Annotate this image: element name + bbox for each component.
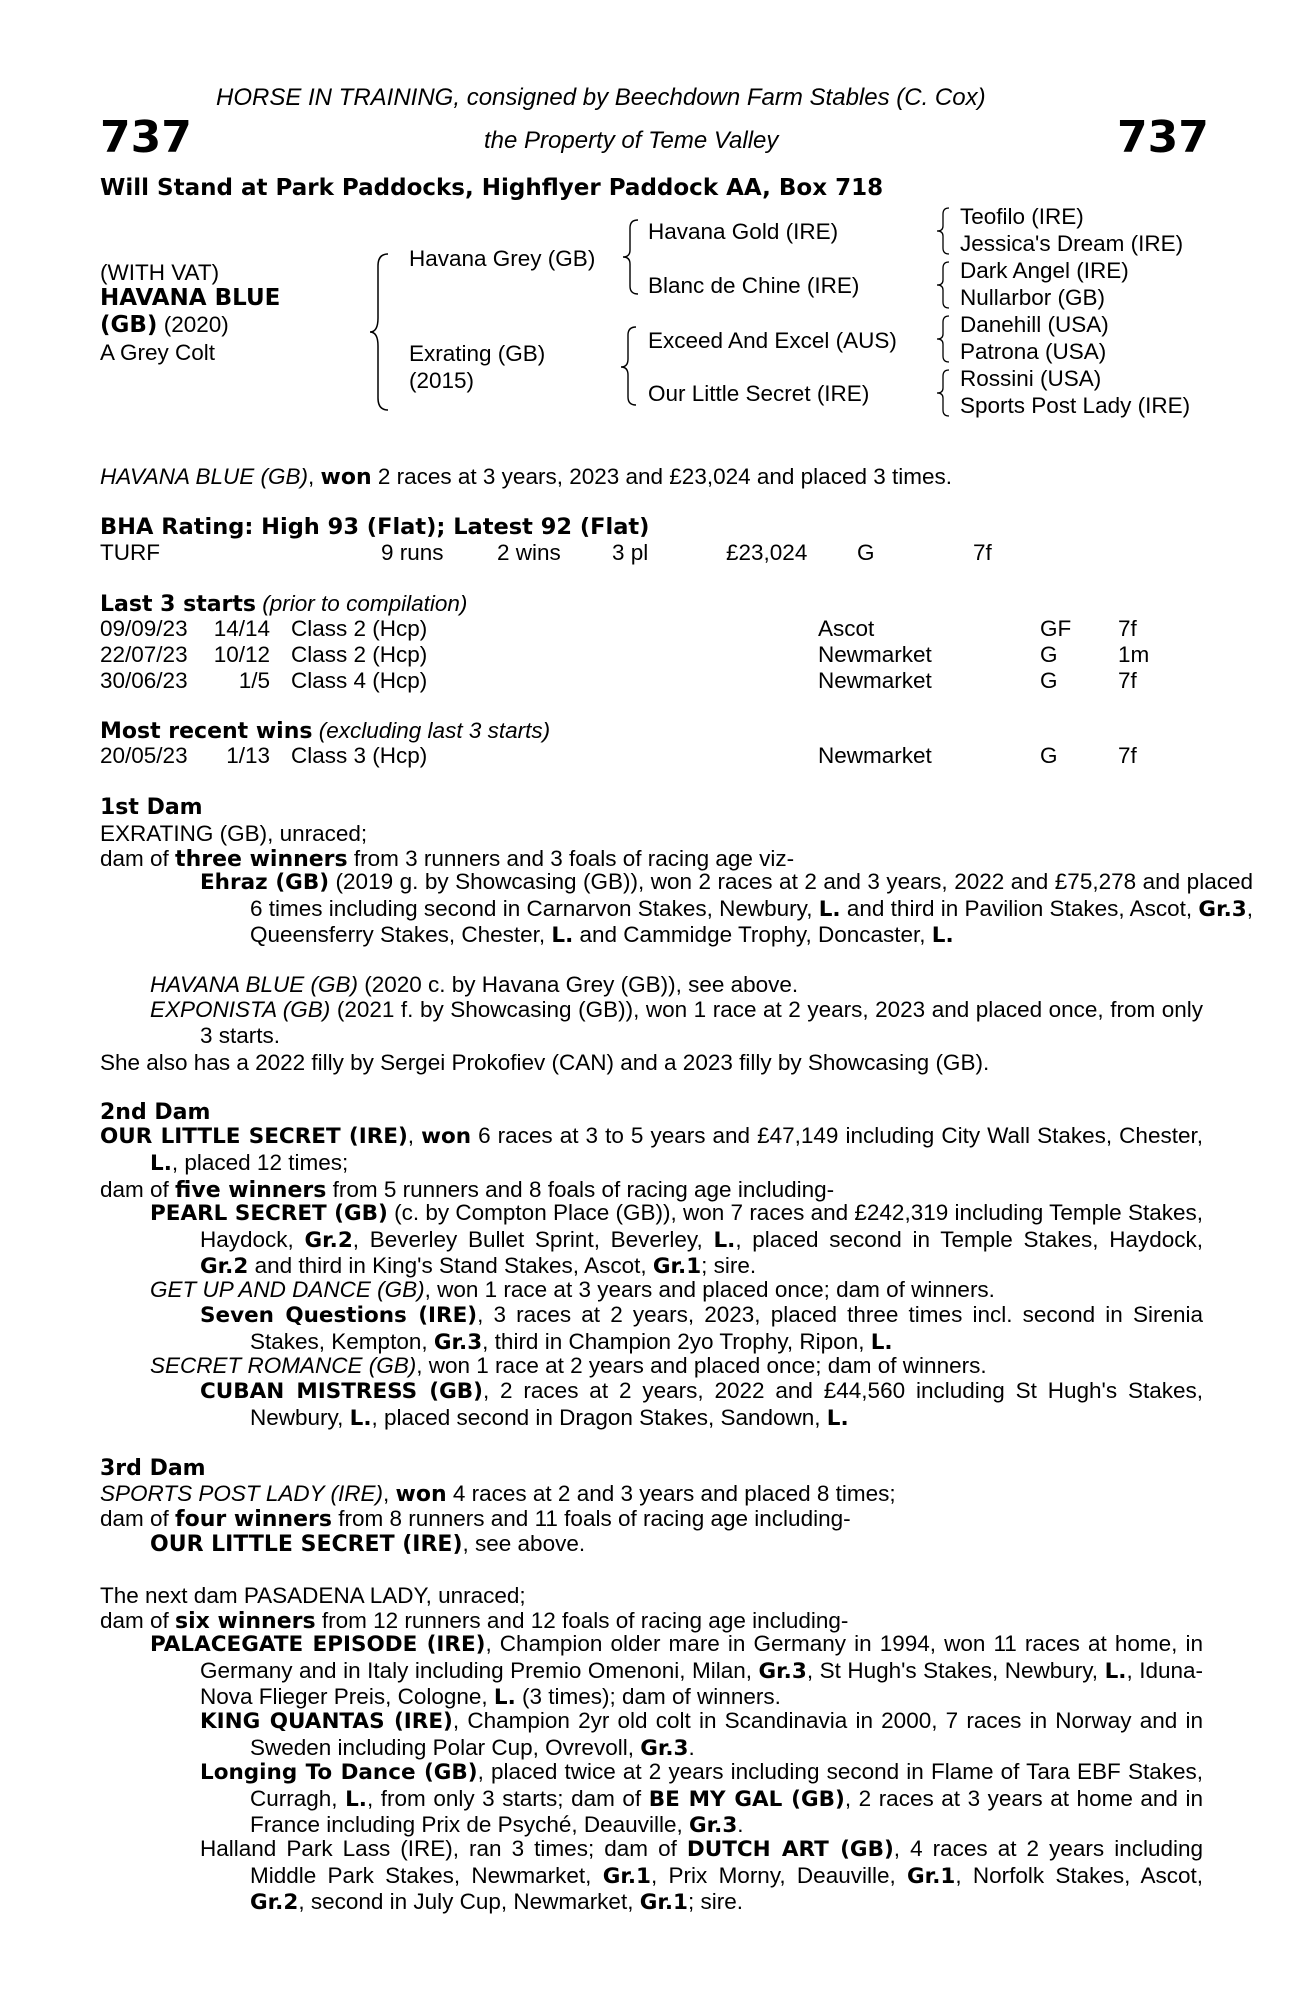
progeny-seven-questions: Seven Questions (IRE), 3 races at 2 years, 2023, placed three times incl. second in Sirenia Stakes, Kempton, Gr.3, third in Champion 2yo Trophy, Ripon, L. — [200, 1302, 1203, 1355]
pedigree-dam-sire: Exceed And Excel (AUS) — [648, 328, 897, 353]
dam1-line1: EXRATING (GB), unraced; — [100, 821, 368, 846]
pedigree-dam-year: (2015) — [409, 368, 475, 393]
race-course: Newmarket — [818, 642, 932, 667]
progeny-ehraz: Ehraz (GB) (2019 g. by Showcasing (GB)), won 2 races at 2 and 3 years, 2022 and £75,278 and placed 6 times including second in Carnarvon Stakes, Newbury, L. and third in Pavilion Stakes, Ascot, Gr.3, Queensferry Stakes, Chester, L. and Cammidge Trophy, Doncaster, L. — [200, 869, 1253, 949]
race-going: G — [1040, 668, 1058, 693]
dam1-line2: dam of three winners from 3 runners and 3 foals of racing age viz- — [100, 846, 795, 872]
race-dist: 1m — [1118, 642, 1150, 667]
race-pos: 14/14 — [213, 616, 270, 641]
dam1-footer: She also has a 2022 filly by Sergei Prokofiev (CAN) and a 2023 filly by Showcasing (GB). — [100, 1050, 990, 1075]
progeny-king-quantas: KING QUANTAS (IRE), Champion 2yr old colt in Scandinavia in 2000, 7 races in Norway and in Sweden including Polar Cup, Ovrevoll, Gr.3. — [200, 1708, 1203, 1761]
vat-note: (WITH VAT) — [100, 260, 220, 285]
pedigree-brace-ggp1 — [935, 206, 955, 256]
race-dist: 7f — [1118, 743, 1137, 768]
lot-number-right: 737 — [1117, 112, 1209, 163]
horse-name: HAVANA BLUE — [100, 285, 281, 311]
race-summary: HAVANA BLUE (GB), won 2 races at 3 years, 2023 and £23,024 and placed 3 times. — [100, 464, 952, 490]
stand-location: Will Stand at Park Paddocks, Highflyer Paddock AA, Box 718 — [100, 175, 884, 201]
pedigree-ggp: Danehill (USA) — [960, 312, 1109, 337]
pedigree-dam: Exrating (GB) — [409, 341, 546, 366]
lot-number-left: 737 — [100, 112, 192, 163]
pedigree-ggp: Dark Angel (IRE) — [960, 258, 1129, 283]
dam2-heading: 2nd Dam — [100, 1100, 211, 1125]
progeny-palacegate-episode: PALACEGATE EPISODE (IRE), Champion older mare in Germany in 1994, won 11 races at home, in Germany and in Italy including Premio Omenoni, Milan, Gr.3, St Hugh's Stakes, Newbury, L., Iduna-Nova Flieger Preis, Cologne, L. (3 times); dam of winners. — [150, 1631, 1203, 1711]
pedigree-ggp: Nullarbor (GB) — [960, 285, 1106, 310]
race-going: GF — [1040, 616, 1072, 641]
progeny-get-up-and-dance: GET UP AND DANCE (GB), won 1 race at 3 years and placed once; dam of winners. — [150, 1277, 995, 1302]
dam2-record: OUR LITTLE SECRET (IRE), won 6 races at 3 to 5 years and £47,149 including City Wall Stakes, Chester, L., placed 12 times; — [100, 1123, 1203, 1176]
dam2-produce: dam of five winners from 5 runners and 8 foals of racing age including- — [100, 1177, 835, 1203]
bha-rating: BHA Rating: High 93 (Flat); Latest 92 (Flat) — [100, 514, 650, 540]
progeny-halland-park-lass: Halland Park Lass (IRE), ran 3 times; dam of DUTCH ART (GB), 4 races at 2 years including Middle Park Stakes, Newmarket, Gr.1, Prix Morny, Deauville, Gr.1, Norfolk Stakes, Ascot, Gr.2, second in July Cup, Newmarket, Gr.1; sire. — [200, 1836, 1204, 1916]
pedigree-brace-ggp2 — [935, 260, 955, 310]
horse-country: (GB) — [100, 312, 158, 338]
rating-surface: TURF — [100, 540, 160, 565]
race-pos: 10/12 — [213, 642, 270, 667]
race-course: Newmarket — [818, 668, 932, 693]
race-pos: 1/13 — [226, 743, 270, 768]
progeny-pearl-secret: PEARL SECRET (GB) (c. by Compton Place (GB)), won 7 races and £242,319 including Temple Stakes, Haydock, Gr.2, Beverley Bullet Sprint, Beverley, L., placed second in Temple Stakes, Haydock, Gr.2 and third in King's Stand Stakes, Ascot, Gr.1; sire. — [150, 1200, 1203, 1280]
progeny-exponista: EXPONISTA (GB) (2021 f. by Showcasing (GB)), won 1 race at 2 years, 2023 and placed once, from only 3 starts. — [150, 997, 1203, 1048]
horse-year: (2020) — [163, 312, 229, 337]
race-class: Class 3 (Hcp) — [291, 743, 428, 768]
pedigree-ggp: Teofilo (IRE) — [960, 204, 1084, 229]
progeny-our-little-secret: OUR LITTLE SECRET (IRE), see above. — [150, 1531, 586, 1557]
race-class: Class 2 (Hcp) — [291, 616, 428, 641]
pedigree-ggp: Patrona (USA) — [960, 339, 1107, 364]
horse-description: A Grey Colt — [100, 340, 216, 365]
race-course: Ascot — [818, 616, 875, 641]
pedigree-dam-dam: Our Little Secret (IRE) — [648, 381, 870, 406]
pedigree-brace-ggp3 — [935, 314, 955, 364]
pedigree-brace-dam — [618, 325, 644, 409]
recent-wins-heading: Most recent wins (excluding last 3 starts) — [100, 718, 551, 744]
property-line: the Property of Teme Valley — [484, 127, 779, 154]
pedigree-brace-main — [366, 252, 396, 412]
race-going: G — [1040, 642, 1058, 667]
race-course: Newmarket — [818, 743, 932, 768]
pedigree-sire: Havana Grey (GB) — [409, 246, 596, 271]
dam3-heading: 3rd Dam — [100, 1456, 206, 1481]
pedigree-ggp: Rossini (USA) — [960, 366, 1102, 391]
progeny-cuban-mistress: CUBAN MISTRESS (GB), 2 races at 2 years, 2022 and £44,560 including St Hugh's Stakes, Newbury, L., placed second in Dragon Stakes, Sandown, L. — [200, 1378, 1203, 1431]
rating-earnings: £23,024 — [726, 540, 808, 565]
pedigree-sire-dam: Blanc de Chine (IRE) — [648, 273, 860, 298]
dam3-produce: dam of four winners from 8 runners and 11 foals of racing age including- — [100, 1506, 851, 1532]
progeny-secret-romance: SECRET ROMANCE (GB), won 1 race at 2 years and placed once; dam of winners. — [150, 1353, 987, 1378]
race-going: G — [1040, 743, 1058, 768]
race-date: 09/09/23 — [100, 616, 188, 641]
progeny-havana-blue: HAVANA BLUE (GB) (2020 c. by Havana Grey (GB)), see above. — [150, 972, 799, 997]
race-dist: 7f — [1118, 668, 1137, 693]
race-pos: 1/5 — [238, 668, 270, 693]
race-dist: 7f — [1118, 616, 1137, 641]
rating-placed: 3 pl — [612, 540, 649, 565]
rating-runs: 9 runs — [381, 540, 444, 565]
pedigree-ggp: Jessica's Dream (IRE) — [960, 231, 1184, 256]
pedigree-ggp: Sports Post Lady (IRE) — [960, 393, 1191, 418]
rating-distance: 7f — [973, 540, 992, 565]
rating-going: G — [857, 540, 875, 565]
race-class: Class 2 (Hcp) — [291, 642, 428, 667]
race-date: 22/07/23 — [100, 642, 188, 667]
last-starts-heading: Last 3 starts (prior to compilation) — [100, 591, 468, 617]
progeny-longing-to-dance: Longing To Dance (GB), placed twice at 2 years including second in Flame of Tara EBF Stakes, Curragh, L., from only 3 starts; dam of BE MY GAL (GB), 2 races at 3 years at home and in France including Prix de Psyché, Deauville, Gr.3. — [200, 1759, 1204, 1839]
nextdam-produce: dam of six winners from 12 runners and 12 foals of racing age including- — [100, 1608, 849, 1634]
consignment-line: HORSE IN TRAINING, consigned by Beechdown Farm Stables (C. Cox) — [216, 84, 986, 111]
pedigree-brace-sire — [620, 218, 646, 298]
race-date: 30/06/23 — [100, 668, 188, 693]
race-class: Class 4 (Hcp) — [291, 668, 428, 693]
dam3-record: SPORTS POST LADY (IRE), won 4 races at 2 and 3 years and placed 8 times; — [100, 1481, 896, 1507]
pedigree-brace-ggp4 — [935, 368, 955, 418]
dam1-heading: 1st Dam — [100, 795, 203, 820]
pedigree-sire-sire: Havana Gold (IRE) — [648, 219, 839, 244]
race-date: 20/05/23 — [100, 743, 188, 768]
rating-wins: 2 wins — [497, 540, 561, 565]
nextdam-line1: The next dam PASADENA LADY, unraced; — [100, 1583, 526, 1608]
horse-origin — [100, 314, 229, 337]
